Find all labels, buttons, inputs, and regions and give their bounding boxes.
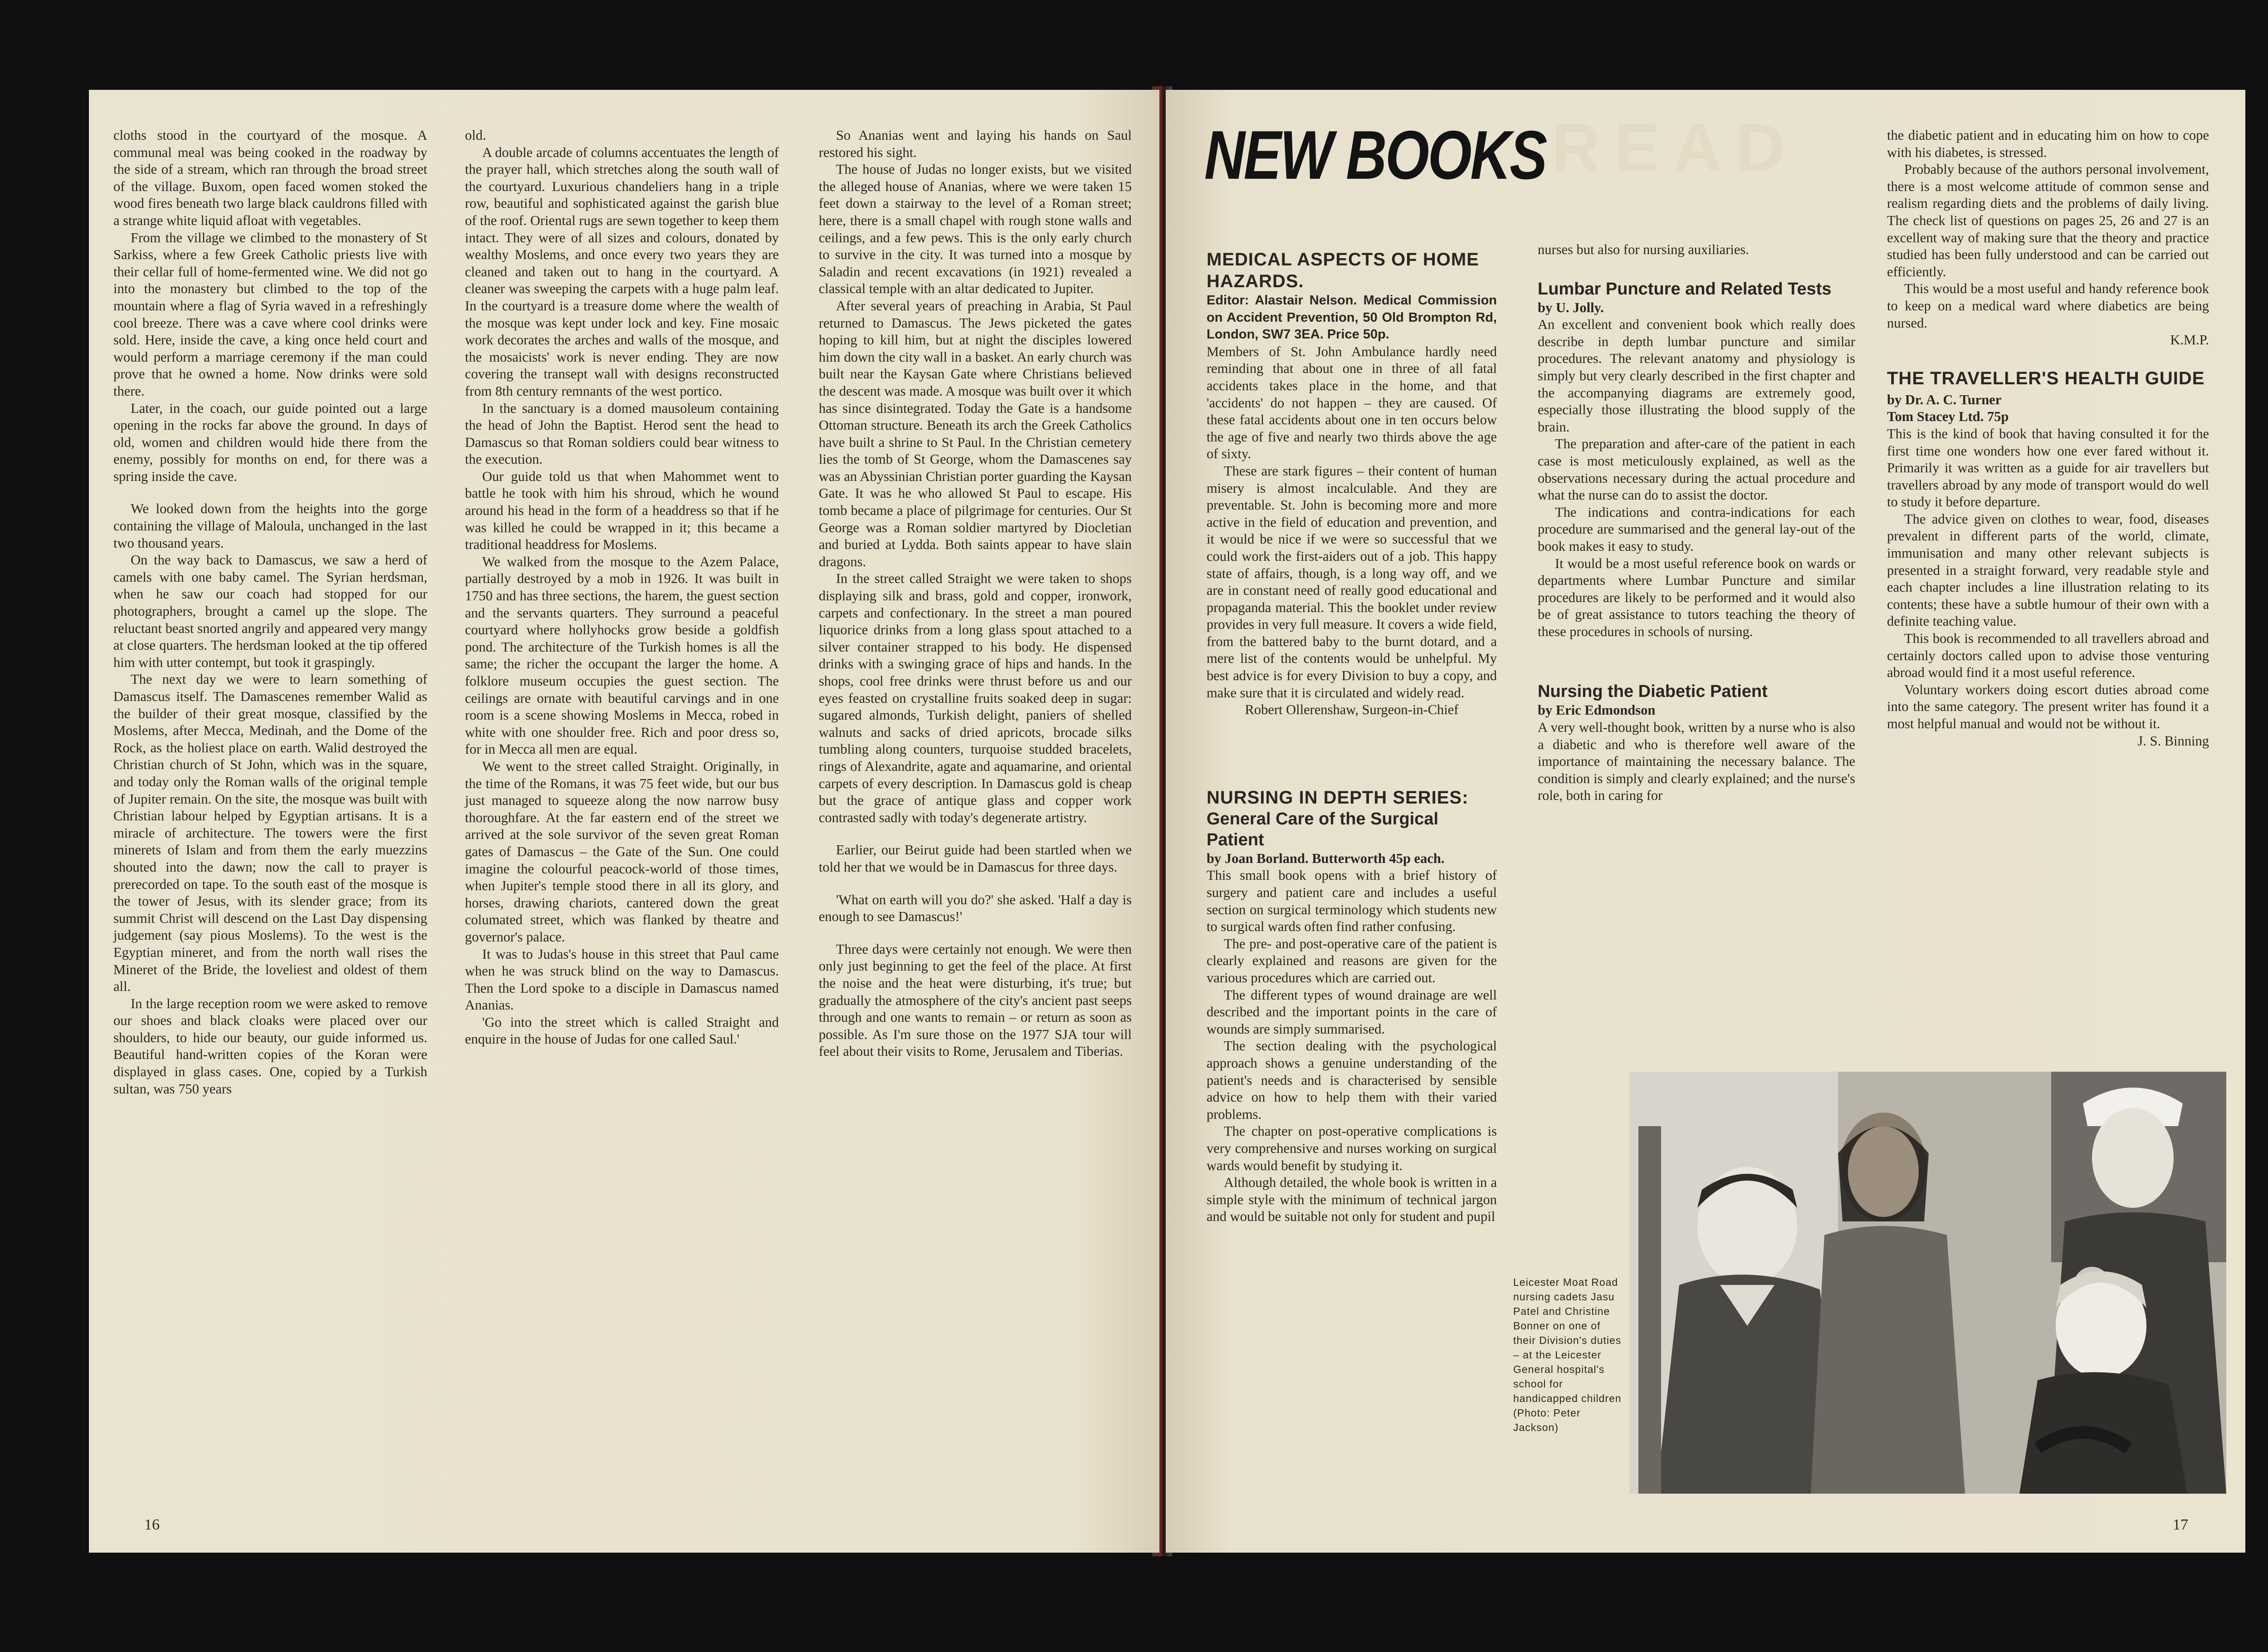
left-column-2	[465, 127, 779, 1048]
paragraph: Earlier, our Beirut guide had been startled when we told her that we would be in Damascus for three days.	[819, 842, 1132, 875]
reviewer-signature: Robert Ollerenshaw, Surgeon-in-Chief	[1245, 702, 1459, 718]
reviewer-signature: J. S. Binning	[2137, 733, 2209, 749]
section-title: THE TRAVELLER'S HEALTH GUIDE	[1887, 368, 2205, 388]
section-byline: by Dr. A. C. Turner	[1887, 392, 2002, 407]
section-subtitle: General Care of the Surgical Patient	[1207, 809, 1439, 849]
ghost-show-through-text: READ	[1551, 109, 1799, 186]
paragraph: Our guide told us that when Mahommet went to battle he took with him his shroud, which he wound around his head in the form of a headdress so that if he was killed he could be wrapped in it; this became a traditional headdress for Moslems.	[465, 468, 779, 553]
section-title: Nursing the Diabetic Patient	[1538, 682, 1768, 701]
paragraph: the diabetic patient and in educating him on how to cope with his diabetes, is stressed.	[1887, 127, 2209, 160]
paragraph: 'What on earth will you do?' she asked. 'Half a day is enough to see Damascus!'	[819, 892, 1132, 925]
section-byline: by Joan Borland. Butterworth 45p each.	[1207, 850, 1445, 866]
paragraph: We walked from the mosque to the Azem Palace, partially destroyed by a mob in 1926. It was built in 1750 and has three sections, the harem, the guest section and the servants quarters. They surround a peaceful courtyard where hollyhocks grow beside a goldfish pond. The architecture of the Turkish homes is all the same; the richer the occupant the larger the home. A folklore museum occupies the guest section. The ceilings are ornate with beautiful carvings and in one room is a scene showing Moslems in Mecca, robed in white with one shoulder free. Rich and poor dress so, for in Mecca all men are equal.	[465, 554, 779, 757]
masthead-new-books: NEW BOOKS	[1204, 117, 1546, 194]
paragraph: This is the kind of book that having consulted it for the first time one wonders how one ever fared without it. Primarily it was written as a guide for air travellers but travellers abroad by any mode of transport would do well to study it before departure.	[1887, 426, 2209, 510]
paragraph: The advice given on clothes to wear, food, diseases prevalent in different parts of the world, climate, immunisation and many other relevant subjects is presented in a straight forward, very readable style and each chapter includes a line illustration relating to its contents; these have a subtle humour of their own with a definite teaching value.	[1887, 511, 2209, 629]
paragraph: From the village we climbed to the monastery of St Sarkiss, where a few Greek Catholic priests live with their cellar full of home-fermented wine. We did not go into the monastery but climbed to the top of the mountain where a flag of Syria waved in a refreshingly cool breeze. There was a cave where cool drinks were sold. Here, inside the cave, a king once held court and would perform a marriage ceremony if the man could prove that he owned a home. Now drinks were sold there.	[113, 230, 427, 399]
paragraph: An excellent and convenient book which really does describe in depth lumbar puncture and similar procedures. The relevant anatomy and physiology is simply but very clearly described in the first chapter and the accompanying diagrams are extremely good, especially those illustrating the blood supply of the brain.	[1538, 317, 1855, 435]
page-number-left: 16	[144, 1516, 160, 1533]
page-number-right: 17	[2173, 1516, 2188, 1533]
left-column-1	[113, 127, 427, 1098]
paragraph: nurses but also for nursing auxiliaries.	[1538, 242, 1749, 257]
paragraph: In the sanctuary is a domed mausoleum containing the head of John the Baptist. Herod sent the head to Damascus so that Roman soldiers could bear witness to the execution.	[465, 400, 779, 467]
section-byline: by Eric Edmondson	[1538, 702, 1656, 718]
photo-caption: Leicester Moat Road nursing cadets Jasu Patel and Christine Bonner on one of their Division's duties – at the Leicester General hospital's school for handicapped children (Photo: Peter Jackson)	[1513, 1276, 1622, 1433]
paragraph: old.	[465, 127, 486, 143]
paragraph: The pre- and post-operative care of the patient is clearly explained and reasons are given for the various procedures which are carried out.	[1207, 936, 1497, 985]
section-byline: Editor: Alastair Nelson. Medical Commission on Accident Prevention, 50 Old Brompton Rd, London, SW7 3EA. Price 50p.	[1207, 293, 1497, 342]
paragraph: In the street called Straight we were taken to shops displaying silk and brass, gold and copper, ironwork, carpets and confectionary. In the street a man poured liquorice drinks from a long glass spout attached to a silver container strapped to his body. He dispensed drinks with a swinging grace of hips and hands. In the shops, cool free drinks were thrust before us and our eyes feasted on crystalline fruits soaked deep in sugar: sugared almonds, Turkish delight, paniers of shelled walnuts and sacks of dried apricots, brocade silks tumbling along counters, turquoise studded bracelets, rings of Alexandrite, agate and aquamarine, and oriental carpets of every description. In Damascus gold is cheap but the grace of antique glass and copper work contrasted sadly with today's degenerate artistry.	[819, 571, 1132, 825]
paragraph: Later, in the coach, our guide pointed out a large opening in the rocks far above the ground. In days of old, women and children would hide there from the enemy, possibly for months on end, for there was a spring inside the cave.	[113, 400, 427, 484]
paragraph: It was to Judas's house in this street that Paul came when he was struck blind on the way to Damascus. Then the Lord spoke to a disciple in Damascus named Ananias.	[465, 946, 779, 1013]
paragraph: A double arcade of columns accentuates the length of the prayer hall, which stretches along the south wall of the courtyard. Luxurious chandeliers hang in a triple row, beautiful and sophisticated against the garish blue of the roof. Oriental rugs are sewn together to keep them intact. They were of all sizes and colours, donated by wealthy Moslems, and once every two years they are cleaned and taken out to hang in the courtyard. A cleaner was sweeping the carpets with a huge palm leaf. In the courtyard is a treasure dome where the wealth of the mosque was kept under lock and key. Fine mosaic work decorates the arches and walls of the mosque, and the mosaicists' work is never ending. They are now covering the transept wall with designs reconstructed from 8th century remnants of the west portico.	[465, 144, 779, 399]
paragraph: A very well-thought book, written by a nurse who is also a diabetic and who is therefore well aware of the importance of maintaining the necessary balance. The condition is simply and clearly explained; and the nurse's role, both in caring for	[1538, 720, 1855, 804]
right-column-2	[1538, 241, 1855, 804]
paragraph: The house of Judas no longer exists, but we visited the alleged house of Ananias, where we were taken 15 feet down a stairway to the level of a Roman street; here, there is a small chapel with rough stone walls and ceilings, and a few pews. This is the only early church to survive in the city. It was turned into a mosque by Saladin and recent excavations (in 1921) revealed a classical temple with an altar dedicated to Jupiter.	[819, 162, 1132, 297]
paragraph: The preparation and after-care of the patient in each case is most meticulously explained, as well as the observations necessary during the actual procedure and what the nurse can do to assist the doctor.	[1538, 436, 1855, 503]
paragraph: It would be a most useful reference book on wards or departments where Lumbar Puncture and similar procedures are likely to be performed and it would also be of great assistance to tutors teaching the theory of these procedures in schools of nursing.	[1538, 555, 1855, 639]
section-byline: by U. Jolly.	[1538, 299, 1604, 315]
paragraph: The different types of wound drainage are well described and the important points in the care of wounds are simply summarised.	[1207, 987, 1497, 1037]
paragraph: cloths stood in the courtyard of the mosque. A communal meal was being cooked in the roadway by the side of a stream, which ran through the broad street of the village. Buxom, open faced women stoked the wood fires beneath two large black cauldrons filled with a strange white liquid afloat with vegetables.	[113, 127, 427, 228]
left-column-3	[819, 127, 1132, 1060]
paragraph: Members of St. John Ambulance hardly need reminding that about one in three of all fatal accidents takes place in the home, and that 'accidents' do not happen – they are caused. Of these fatal accidents about one in ten occurs below the age of five and nearly two thirds above the age of sixty.	[1207, 343, 1497, 462]
paragraph: The section dealing with the psychological approach shows a genuine understanding of the patient's needs and is characterised by sensible advice on how to help them with their varied problems.	[1207, 1038, 1497, 1122]
paragraph: These are stark figures – their content of human misery is almost incalculable. And they are preventable. St. John is becoming more and more active in the field of education and prevention, and it would be nice if we were so successful that we could work the first-aiders out of a job. This happy state of affairs, though, is a long way off, and we are in constant need of really good educational and propaganda material. This the booklet under review provides in very full measure. It covers a wide field, from the battered baby to the burnt dotard, and a mere list of the contents would be unhelpful. My best advice is for every Division to buy a copy, and make sure that it is circulated and widely read.	[1207, 463, 1497, 701]
paragraph: Voluntary workers doing escort duties abroad come into the same category. The present writer has found it a most helpful manual and would not be without it.	[1887, 681, 2209, 731]
section-title: Lumbar Puncture and Related Tests	[1538, 279, 1832, 299]
paragraph: The next day we were to learn something of Damascus itself. The Damascenes remember Walid as the builder of their great mosque, classified by the Moslems, after Mecca, Medinah, and the Dome of the Rock, as the holiest place on earth. Walid destroyed the Christian church of St John, which was in the square, and today only the Roman walls of the original temple of Jupiter remain. On the site, the mosque was built with Christian labour helped by Egyptian artisans. It is a miracle of architecture. The towers were the first minerets of Islam and from them the early muezzins shouted into the dawn; now the call to prayer is prerecorded on tape. To the south east of the mosque is the tower of Jesus, with its slender grace; from its summit Christ will descend on the Last Day dispensing judgement (say pious Moslems). To the west is the Egyptian mineret, and from the north wall rises the Mineret of the Bride, the loveliest and oldest of them all.	[113, 672, 427, 995]
cadets-photo	[1629, 1072, 2226, 1494]
paragraph: We went to the street called Straight. Originally, in the time of the Romans, it was 75 feet wide, but our bus just managed to squeeze along the now narrow busy thoroughfare. At the far eastern end of the street we arrived at the sole survivor of the seven great Roman gates of Damascus – the Gate of the Sun. One could imagine the colourful peacock-world of those times, when Jupiter's temple stood there in all its glory, and horses, drawing chariots, cantered down the great columated street, which was flanked by theatre and governor's palace.	[465, 758, 779, 945]
right-column-3	[1887, 127, 2209, 750]
paragraph: After several years of preaching in Arabia, St Paul returned to Damascus. The Jews picketed the gates hoping to kill him, but at night the disciples lowered him down the city wall in a basket. An early church was built near the Kaysan Gate where Christians believed the descent was made. A mosque was built over it which has since disintegrated. Today the Gate is a handsome Ottoman structure. Beneath its arch the Greek Catholics have built a shrine to St Paul. In the Christian cemetery lies the tomb of St George, whom the Damascenes say was an Abyssinian Christian porter guarding the Kaysan Gate. It was he who allowed St Paul to escape. His tomb became a place of pilgrimage for centuries. Our St George was a Roman soldier martyred by Diocletian and buried at Lydda. Both saints appear to have slain dragons.	[819, 298, 1132, 569]
paragraph: Although detailed, the whole book is written in a simple style with the minimum of technical jargon and would be suitable not only for student and pupil	[1207, 1175, 1497, 1225]
paragraph: On the way back to Damascus, we saw a herd of camels with one baby camel. The Syrian herdsman, when he saw our coach had stopped for our photographers, brought a camel up the slope. The reluctant beast snorted angrily and appeared very mangy at close quarters. The herdsman looked at the tip offered him with utter contempt, but took it graspingly.	[113, 552, 427, 670]
paragraph: 'Go into the street which is called Straight and enquire in the house of Judas for one called Saul.'	[465, 1014, 779, 1047]
right-column-1	[1207, 249, 1497, 1226]
paragraph: We looked down from the heights into the gorge containing the village of Maloula, unchanged in the last two thousand years.	[113, 501, 427, 551]
reviewer-signature: K.M.P.	[2170, 332, 2209, 348]
section-title: NURSING IN DEPTH SERIES:	[1207, 787, 1469, 808]
paragraph: The chapter on post-operative complications is very comprehensive and nurses working on surgical wards would benefit by studying it.	[1207, 1123, 1497, 1173]
paragraph: In the large reception room we were asked to remove our shoes and black cloaks were placed over our shoulders, to hide our beauty, our guide informed us. Beautiful hand-written copies of the Koran were displayed in glass cases. One, copied by a Turkish sultan, was 750 years	[113, 995, 427, 1097]
paragraph: The indications and contra-indications for each procedure are summarised and the general lay-out of the book makes it easy to study.	[1538, 504, 1855, 554]
photo-illustration	[1629, 1072, 2226, 1494]
section-title: MEDICAL ASPECTS OF HOME HAZARDS.	[1207, 250, 1479, 291]
section-byline: Tom Stacey Ltd. 75p	[1887, 409, 2009, 425]
paragraph: So Ananias went and laying his hands on Saul restored his sight.	[819, 127, 1132, 160]
paragraph: This small book opens with a brief history of surgery and patient care and includes a useful section on surgical terminology which students new to surgical wards often find rather confusing.	[1207, 868, 1497, 935]
paragraph: This would be a most useful and handy reference book to keep on a medical ward where diabetics are being nursed.	[1887, 281, 2209, 331]
paragraph: This book is recommended to all travellers abroad and certainly doctors called upon to advise those venturing abroad would find it a most useful reference.	[1887, 631, 2209, 681]
paragraph: Probably because of the authors personal involvement, there is a most welcome attitude of common sense and realism regarding diets and the problems of daily living. The check list of questions on pages 25, 26 and 27 is an excellent way of making sure that the theory and practice studied has been fully understood and can be carried out efficiently.	[1887, 162, 2209, 279]
paragraph: Three days were certainly not enough. We were then only just beginning to get the feel of the place. At first the noise and the heat were disturbing, it's true; but gradually the atmosphere of the city's ancient past seeps through and one wants to remain – or return as soon as possible. As I'm sure those on the 1977 SJA tour will feel about their visits to Rome, Jerusalem and Tiberias.	[819, 941, 1132, 1059]
